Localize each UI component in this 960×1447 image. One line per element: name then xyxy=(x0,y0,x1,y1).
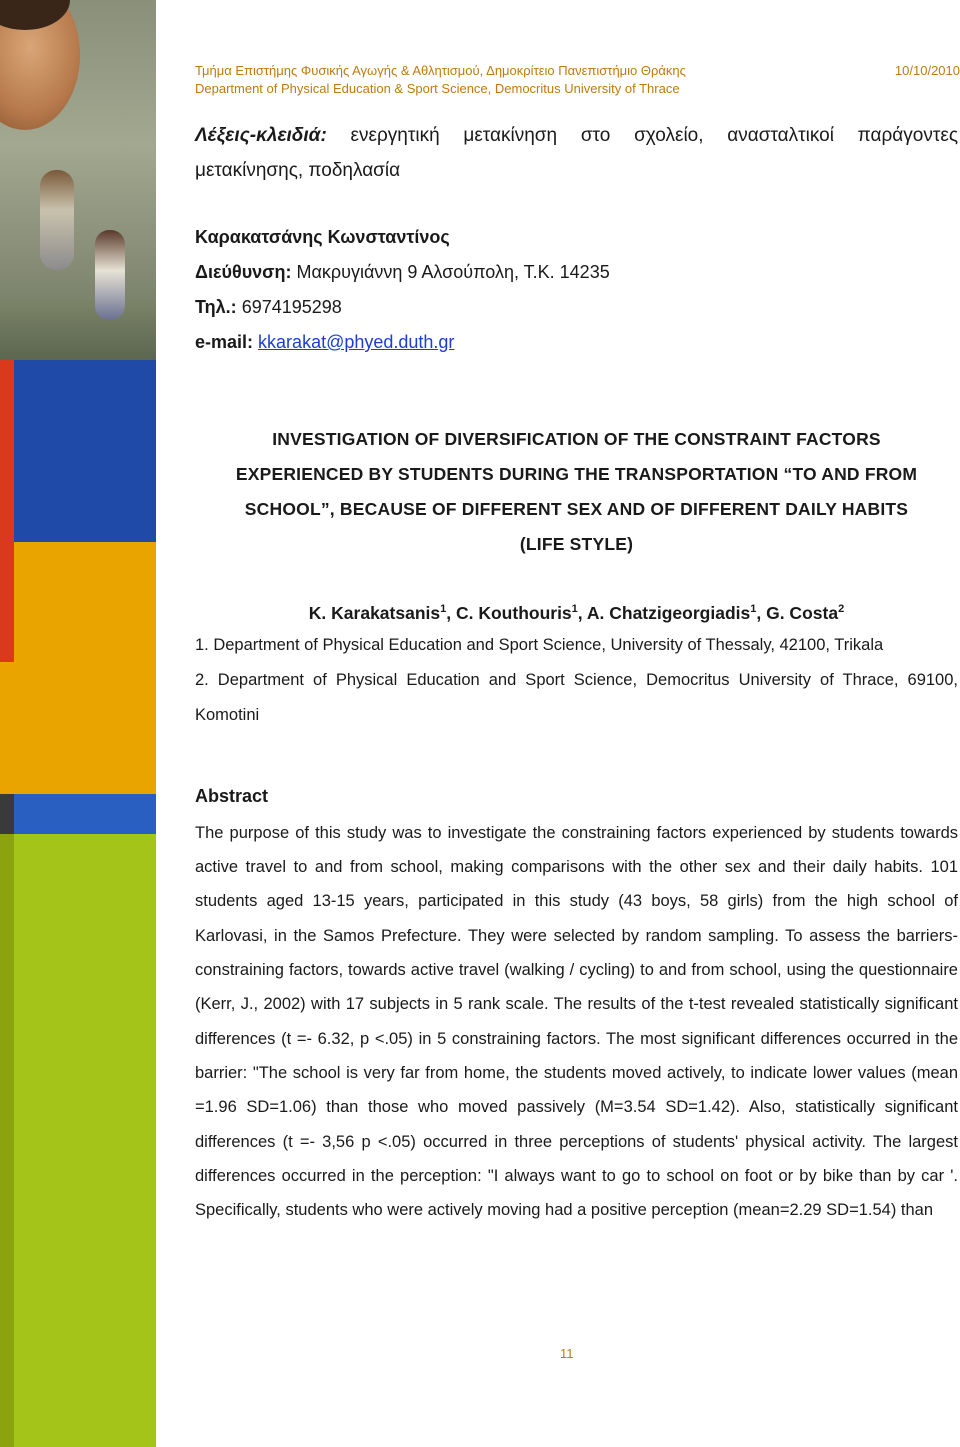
color-band-green xyxy=(0,834,156,1447)
header-greek: Τμήμα Επιστήμης Φυσικής Αγωγής & Αθλητισμού, Δημοκρίτειο Πανεπιστήμιο Θράκης xyxy=(195,63,686,78)
keywords-text: ενεργητική μετακίνηση στο σχολείο, ανασταλτικοί παράγοντες μετακίνησης, ποδηλασία xyxy=(195,125,958,181)
author-name: A. Chatzigeorgiadis xyxy=(586,602,751,623)
child-figure-image xyxy=(40,170,74,270)
header-date: 10/10/2010 xyxy=(894,63,960,78)
affiliation: 2. Department of Physical Education and Sport Science, Democritus University of Thrace, 69100, Komotini xyxy=(195,670,958,724)
affiliation: 1. Department of Physical Education and Sport Science, University of Thessaly, 42100, Trikala xyxy=(195,635,884,654)
abstract-heading: Abstract xyxy=(195,785,269,806)
author-name: C. Kouthouris xyxy=(455,602,572,623)
contact-block xyxy=(195,220,958,360)
author-affil-mark: 1 xyxy=(750,603,757,615)
title-line: SCHOOL”, BECAUSE OF DIFFERENT SEX AND OF DIFFERENT DAILY HABITS xyxy=(244,499,909,519)
page-content xyxy=(195,118,958,1227)
author-affil-mark: 1 xyxy=(440,603,447,615)
photo-ground xyxy=(0,300,156,360)
keywords-label: Λέξεις-κλειδιά: xyxy=(195,125,327,146)
color-strip xyxy=(0,360,14,542)
title-line: INVESTIGATION OF DIVERSIFICATION OF THE CONSTRAINT FACTORS xyxy=(272,429,881,449)
author-affil-mark: 1 xyxy=(571,603,578,615)
paper-title xyxy=(195,422,958,562)
color-strip xyxy=(0,542,14,662)
contact-name: Καρακατσάνης Κωνσταντίνος xyxy=(195,227,450,247)
address-value: Μακρυγιάννη 9 Αλσούπολη, Τ.Κ. 14235 xyxy=(296,262,610,282)
phone-label: Τηλ.: xyxy=(195,297,237,317)
email-label: e-mail: xyxy=(195,332,254,352)
author-name: G. Costa xyxy=(766,602,839,623)
decorative-sidebar xyxy=(0,0,156,1447)
title-line: EXPERIENCED BY STUDENTS DURING THE TRANSPORTATION “TO AND FROM xyxy=(235,464,918,484)
abstract-text: The purpose of this study was to investigate the constraining factors experienced by students towards active travel to and from school, making comparisons with the other sex and their daily habits. 101 students aged 13-15 years, participated in this study (43 boys, 58 girls) from the high school of Karlovasi, in the Samos Prefecture. They were selected by random sampling. To assess the barriers-constraining factors, towards active travel (walking / cycling) to and from school, using the questionnaire (Kerr, J., 2002) with 17 subjects in 5 rank scale. The results of the t-test revealed statistically significant differences (t =- 6.32, p <.05) in 5 constraining factors. The most significant differences occurred in the barrier: "The school is very far from home, the students moved actively, to indicate lower values (mean =1.96 SD=1.06) than those who moved passively (M=3.54 SD=1.42). Also, statistically significant differences (t =- 3,56 p <.05) occurred in three perceptions of students' physical activity. The largest differences occurred in the perception: "I always want to go to school on foot or by bike than by car '. Specifically, students who were actively moving had a positive perception (mean=2.29 SD=1.54) than xyxy=(195,823,958,1220)
keywords xyxy=(195,118,958,188)
child-figure-image xyxy=(95,230,125,320)
author xyxy=(456,603,578,623)
title-line: (LIFE STYLE) xyxy=(519,534,634,554)
color-band-blue xyxy=(0,794,156,834)
author xyxy=(587,603,756,623)
author xyxy=(309,603,446,623)
color-strip xyxy=(0,662,14,794)
color-strip xyxy=(0,834,14,1447)
email-link[interactable]: kkarakat@phyed.duth.gr xyxy=(258,332,455,352)
affiliations xyxy=(195,628,958,733)
color-strip xyxy=(0,794,14,834)
phone-value: 6974195298 xyxy=(241,297,342,317)
address-label: Διεύθυνση: xyxy=(195,262,292,282)
author-affil-mark: 2 xyxy=(838,603,845,615)
running-header xyxy=(195,62,960,98)
header-english: Department of Physical Education & Sport Science, Democritus University of Thrace xyxy=(195,81,680,96)
color-band-blue xyxy=(0,360,156,542)
page-number: 11 xyxy=(560,1346,574,1361)
author xyxy=(766,603,844,623)
author-name: K. Karakatsanis xyxy=(308,602,441,623)
sidebar-photo xyxy=(0,0,156,360)
author-list: K. Karakatsanis$^1$, C. Kouthouris$^1$, A. Chatzigeorgiadis$^1$, G. Costa$^2$ xyxy=(308,602,845,623)
color-band-orange xyxy=(0,542,156,794)
